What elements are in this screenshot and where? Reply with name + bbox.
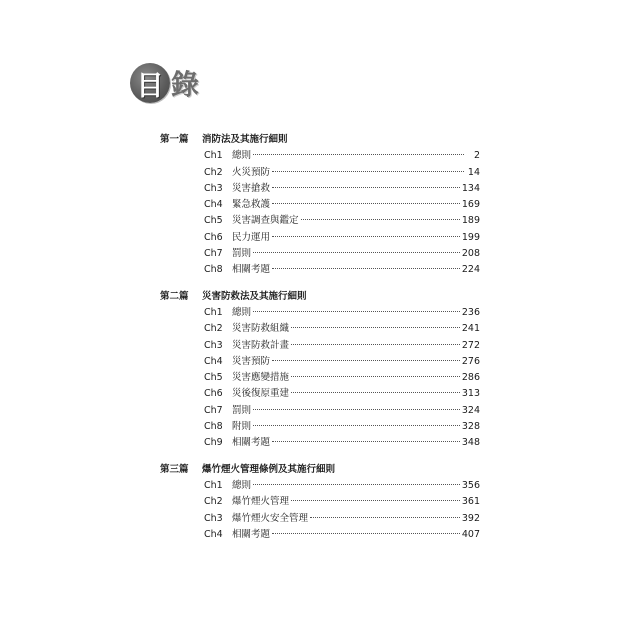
chapter-number: Ch3 <box>204 512 223 524</box>
chapter-number: Ch7 <box>204 404 223 416</box>
chapter-number: Ch3 <box>204 182 223 194</box>
dot-leader <box>253 425 460 426</box>
chapter-number: Ch7 <box>204 248 223 260</box>
toc-entry[interactable] <box>160 386 480 402</box>
chapter-number: Ch4 <box>204 528 223 540</box>
part-heading[interactable] <box>160 132 480 148</box>
chapter-number: Ch2 <box>204 496 223 508</box>
part-heading[interactable] <box>160 462 480 478</box>
toc-entry[interactable] <box>160 511 480 527</box>
page-number: 392 <box>461 512 480 524</box>
part-label: 第一篇 <box>160 134 189 145</box>
chapter-title: 罰則 <box>232 404 252 416</box>
chapter-title: 災害預防 <box>232 355 271 367</box>
chapter-number: Ch4 <box>204 355 223 367</box>
chapter-title: 火災預防 <box>232 166 271 178</box>
toc-entry[interactable] <box>160 494 480 510</box>
chapter-title: 附則 <box>232 421 252 433</box>
chapter-title: 民力運用 <box>232 231 271 243</box>
chapter-title: 爆竹煙火管理 <box>232 496 290 508</box>
heading-first-char: 目 <box>136 70 164 102</box>
toc-part <box>160 462 480 543</box>
toc-entry[interactable] <box>160 527 480 543</box>
dot-leader <box>310 517 460 518</box>
dot-leader <box>291 327 460 328</box>
part-title: 災害防救法及其施行細則 <box>202 290 307 302</box>
chapter-title: 災害調查與鑑定 <box>232 215 299 227</box>
part-label: 第三篇 <box>160 463 189 475</box>
toc-part <box>160 132 480 279</box>
chapter-title: 緊急救護 <box>232 199 271 211</box>
dot-leader <box>291 392 460 393</box>
toc-entry[interactable] <box>160 148 480 164</box>
chapter-title: 爆竹煙火安全管理 <box>232 512 309 524</box>
chapter-title: 災害防救組織 <box>232 323 290 335</box>
chapter-title: 總則 <box>232 150 252 162</box>
chapter-title: 相關考題 <box>232 264 271 276</box>
part-title: 消防法及其施行細則 <box>202 134 288 145</box>
chapter-number: Ch9 <box>204 437 223 449</box>
dot-leader <box>272 171 464 172</box>
chapter-number: Ch5 <box>204 372 223 384</box>
page-number: 324 <box>461 404 480 416</box>
page-number: 286 <box>461 372 480 384</box>
dot-leader <box>291 500 460 501</box>
chapter-title: 相關考題 <box>232 437 271 449</box>
chapter-number: Ch2 <box>204 323 223 335</box>
heading-badge <box>130 63 170 103</box>
chapter-number: Ch2 <box>204 166 223 178</box>
dot-leader <box>272 360 460 361</box>
dot-leader <box>253 252 460 253</box>
chapter-number: Ch1 <box>204 150 223 162</box>
table-of-contents <box>160 132 480 553</box>
chapter-title: 總則 <box>232 479 252 491</box>
page-number: 328 <box>461 421 480 433</box>
page-number: 313 <box>461 388 480 400</box>
dot-leader <box>272 236 460 237</box>
chapter-number: Ch8 <box>204 421 223 433</box>
page-number: 169 <box>461 199 480 211</box>
part-label: 第二篇 <box>160 290 189 302</box>
page-number: 407 <box>461 528 480 540</box>
chapter-title: 總則 <box>232 306 252 318</box>
page-number: 208 <box>461 248 480 260</box>
chapter-title: 災害應變措施 <box>232 372 290 384</box>
page-number: 241 <box>461 323 480 335</box>
chapter-title: 相關考題 <box>232 528 271 540</box>
toc-entry[interactable] <box>160 419 480 435</box>
page-number: 356 <box>461 479 480 491</box>
page-number: 224 <box>461 264 480 276</box>
dot-leader <box>301 219 460 220</box>
dot-leader <box>272 268 460 269</box>
chapter-number: Ch1 <box>204 306 223 318</box>
toc-entry[interactable] <box>160 403 480 419</box>
chapter-number: Ch3 <box>204 339 223 351</box>
toc-entry[interactable] <box>160 435 480 451</box>
dot-leader <box>253 154 464 155</box>
page-number: 236 <box>461 306 480 318</box>
toc-entry[interactable] <box>160 213 480 229</box>
chapter-title: 罰則 <box>232 248 252 260</box>
page-number: 272 <box>461 339 480 351</box>
dot-leader <box>253 484 460 485</box>
toc-entry[interactable] <box>160 305 480 321</box>
toc-entry[interactable] <box>160 246 480 262</box>
chapter-number: Ch6 <box>204 231 223 243</box>
dot-leader <box>272 441 460 442</box>
toc-heading <box>130 62 199 104</box>
page-number: 14 <box>467 166 480 178</box>
page-number: 134 <box>461 182 480 194</box>
page-number: 199 <box>461 231 480 243</box>
dot-leader <box>291 376 460 377</box>
toc-entry[interactable] <box>160 181 480 197</box>
toc-entry[interactable] <box>160 197 480 213</box>
page-number: 276 <box>461 355 480 367</box>
toc-entry[interactable] <box>160 321 480 337</box>
dot-leader <box>253 409 460 410</box>
chapter-number: Ch8 <box>204 264 223 276</box>
toc-entry[interactable] <box>160 165 480 181</box>
chapter-number: Ch5 <box>204 215 223 227</box>
toc-entry[interactable] <box>160 370 480 386</box>
part-heading[interactable] <box>160 289 480 305</box>
dot-leader <box>272 203 460 204</box>
dot-leader <box>272 533 460 534</box>
toc-entry[interactable] <box>160 262 480 278</box>
chapter-title: 災害搶救 <box>232 182 271 194</box>
heading-rest: 錄 <box>171 68 200 101</box>
chapter-title: 災後復原重建 <box>232 388 290 400</box>
chapter-title: 災害防救計畫 <box>232 339 290 351</box>
toc-entry[interactable] <box>160 478 480 494</box>
chapter-number: Ch6 <box>204 388 223 400</box>
dot-leader <box>291 344 460 345</box>
page-number: 361 <box>461 496 480 508</box>
page-number: 2 <box>473 150 480 162</box>
part-title: 爆竹煙火管理條例及其施行細則 <box>202 463 336 475</box>
page-number: 189 <box>461 215 480 227</box>
chapter-number: Ch4 <box>204 199 223 211</box>
dot-leader <box>253 311 460 312</box>
dot-leader <box>272 187 460 188</box>
chapter-number: Ch1 <box>204 479 223 491</box>
page-number: 348 <box>461 437 480 449</box>
toc-entry[interactable] <box>160 338 480 354</box>
toc-part <box>160 289 480 452</box>
toc-entry[interactable] <box>160 230 480 246</box>
toc-entry[interactable] <box>160 354 480 370</box>
